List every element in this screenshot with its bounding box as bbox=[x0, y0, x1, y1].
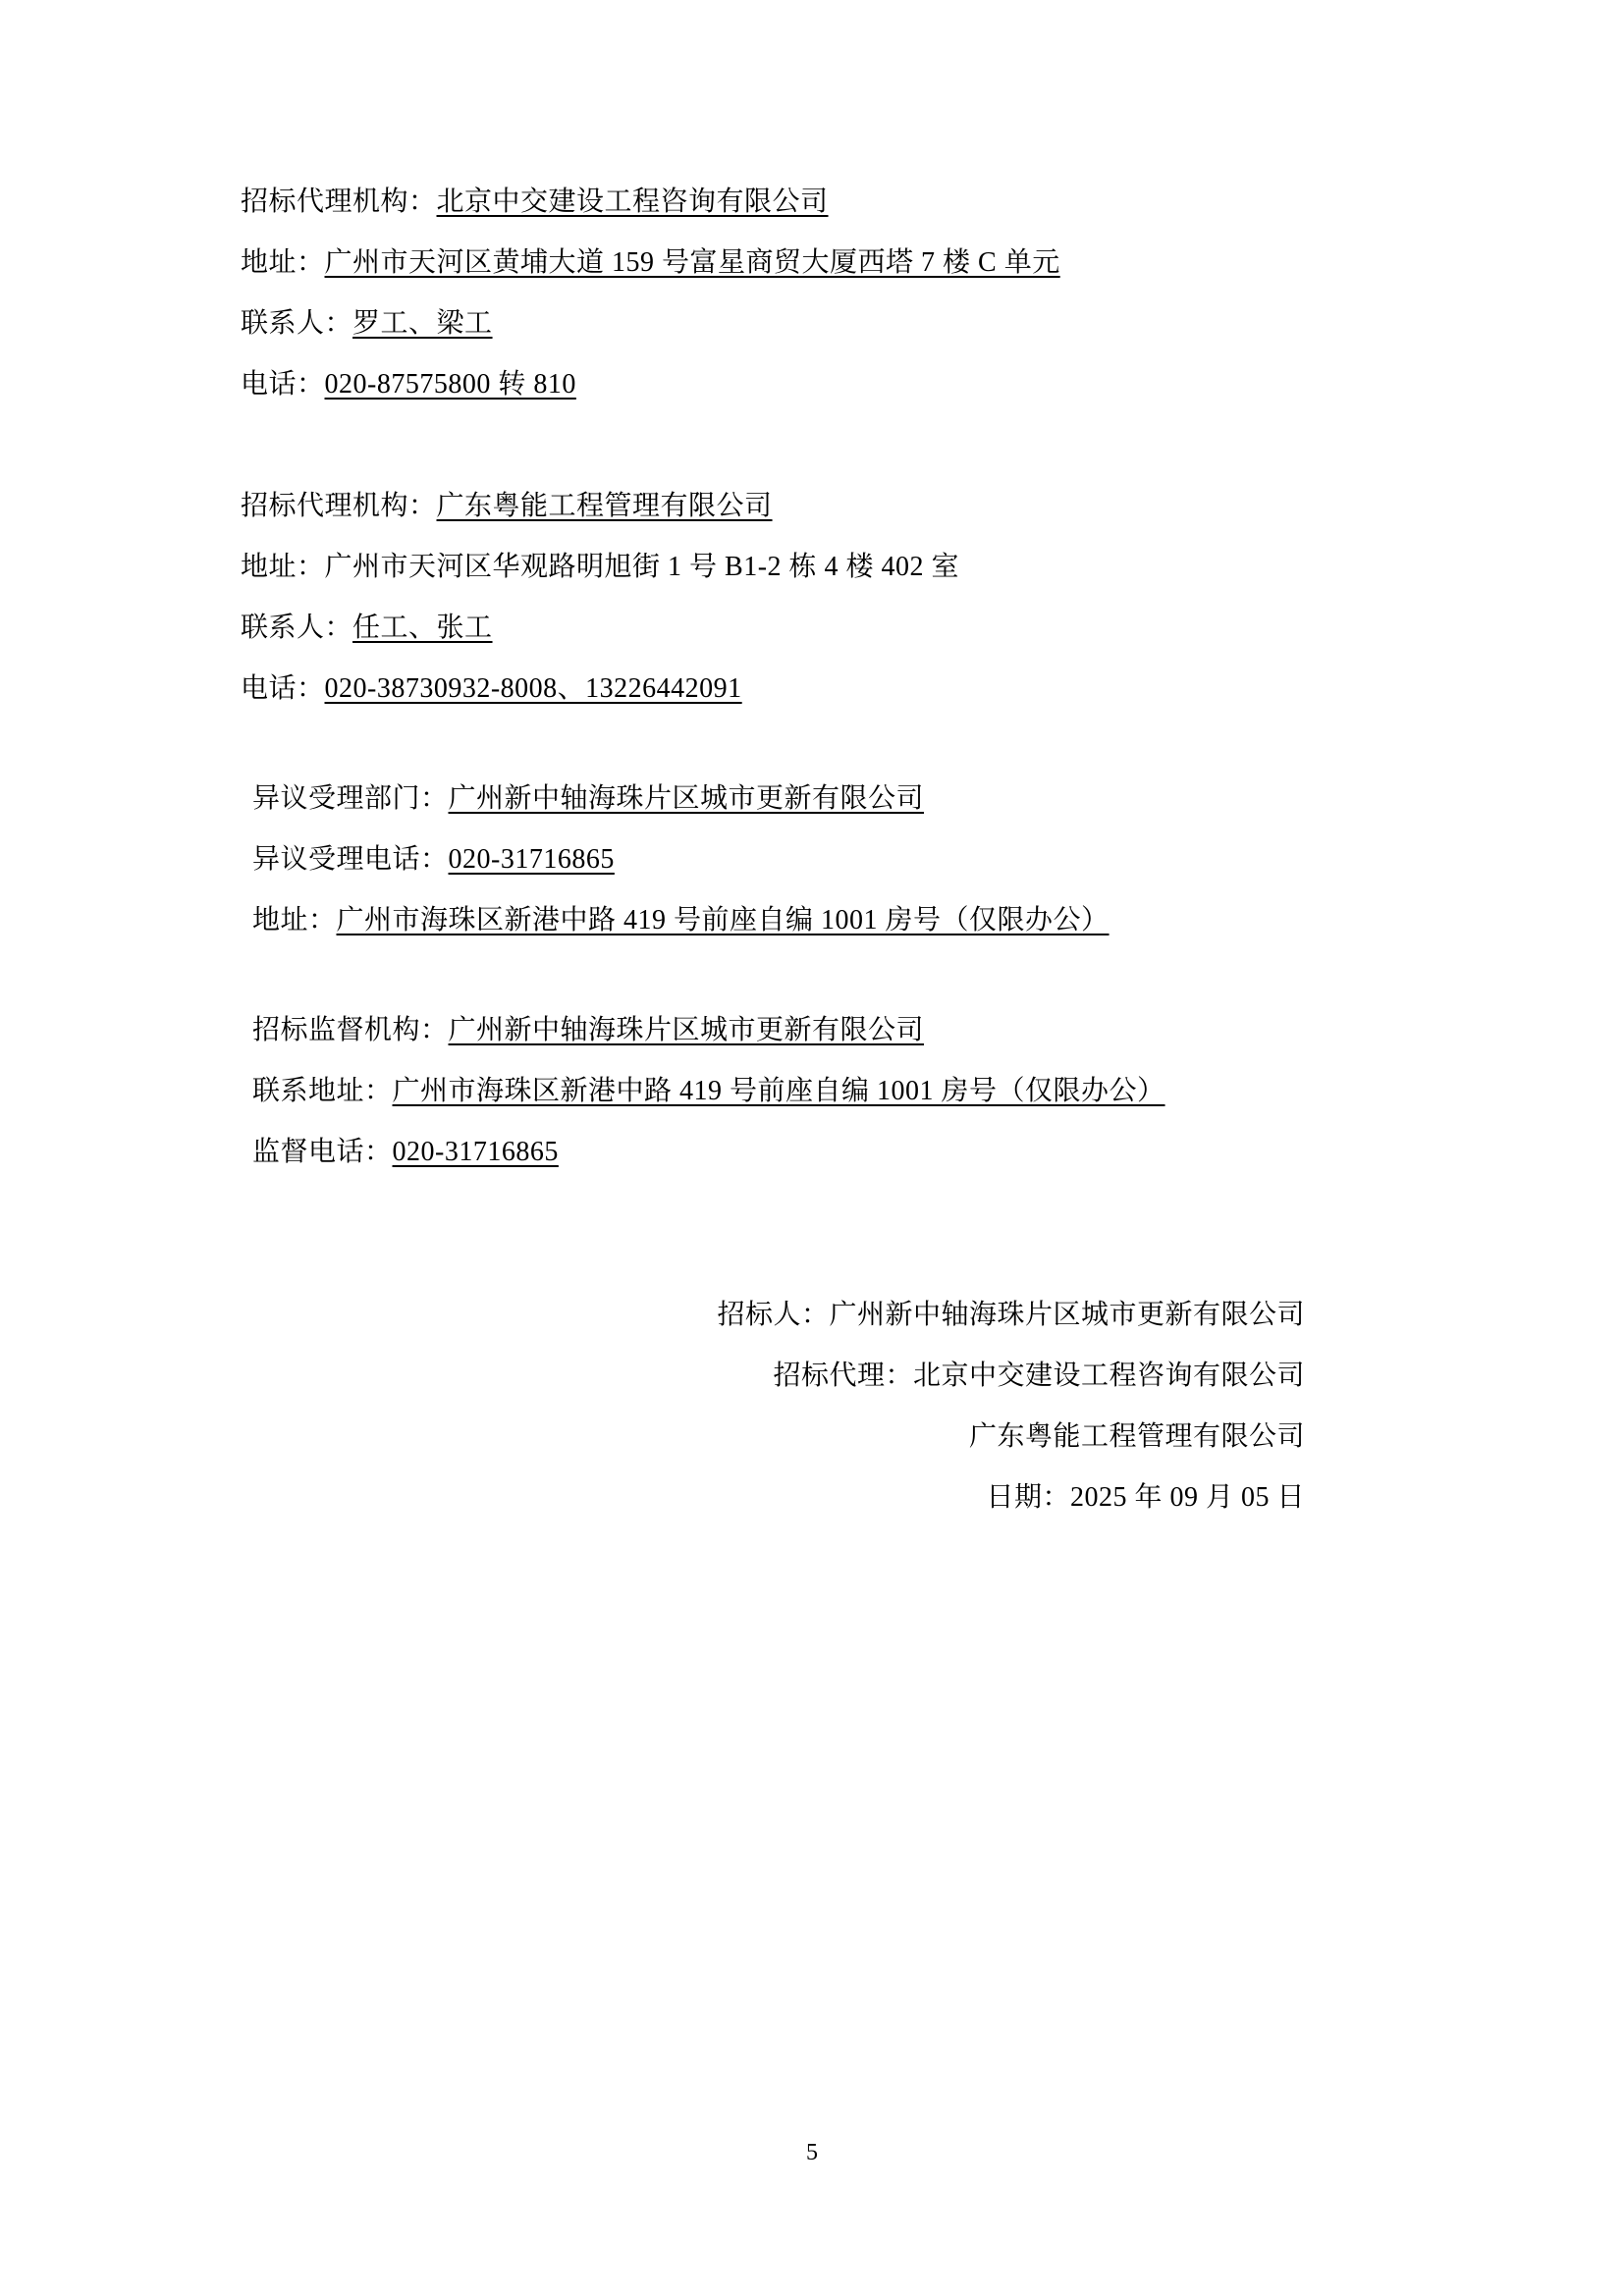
signature-line-date: 日期：2025 年 09 月 05 日 bbox=[986, 1482, 1305, 1513]
section-agency-1 bbox=[241, 172, 1428, 415]
signature-line-tenderer: 招标人：广州新中轴海珠片区城市更新有限公司 bbox=[717, 1300, 1305, 1330]
page-number: 5 bbox=[806, 2140, 818, 2165]
line-value: 020-38730932-8008、13226442091 bbox=[324, 673, 742, 704]
line-label: 招标监督机构： bbox=[252, 1015, 449, 1045]
line-label: 地址： bbox=[241, 247, 325, 278]
line-label: 联系人： bbox=[241, 308, 353, 339]
line-value: 广州市海珠区新港中路 419 号前座自编 1001 房号（仅限办公） bbox=[392, 1076, 1165, 1106]
contact-line bbox=[241, 354, 1428, 415]
line-label: 电话： bbox=[241, 673, 325, 704]
line-label: 异议受理部门： bbox=[252, 783, 449, 814]
section-agency-2 bbox=[241, 476, 1428, 720]
contact-line bbox=[241, 172, 1428, 233]
line-value: 广州新中轴海珠片区城市更新有限公司 bbox=[448, 783, 925, 814]
contact-line bbox=[241, 537, 1428, 598]
line-value: 广州市天河区黄埔大道 159 号富星商贸大厦西塔 7 楼 C 单元 bbox=[324, 247, 1060, 278]
line-value: 广州新中轴海珠片区城市更新有限公司 bbox=[448, 1015, 925, 1045]
line-label: 联系人： bbox=[241, 613, 353, 643]
contact-line bbox=[241, 294, 1428, 354]
section-spacer bbox=[241, 720, 1428, 769]
contact-line bbox=[241, 476, 1428, 537]
section-spacer bbox=[241, 951, 1428, 1000]
contact-line bbox=[252, 1000, 1428, 1061]
line-value: 020-87575800 转 810 bbox=[324, 369, 576, 400]
contact-line bbox=[241, 598, 1428, 659]
contact-line bbox=[252, 829, 1428, 890]
contact-line bbox=[252, 1122, 1428, 1183]
line-value: 广州市海珠区新港中路 419 号前座自编 1001 房号（仅限办公） bbox=[336, 905, 1110, 935]
contact-line bbox=[241, 659, 1428, 720]
line-label: 招标代理机构： bbox=[241, 187, 437, 217]
contact-line bbox=[241, 233, 1428, 294]
section-spacer bbox=[241, 415, 1428, 476]
signature-block bbox=[241, 1285, 1428, 1528]
contact-line bbox=[252, 769, 1428, 829]
line-label: 异议受理电话： bbox=[252, 844, 449, 875]
line-value: 北京中交建设工程咨询有限公司 bbox=[436, 187, 829, 217]
line-value: 020-31716865 bbox=[392, 1137, 559, 1167]
line-value: 广州市天河区华观路明旭街 1 号 B1-2 栋 4 楼 402 室 bbox=[324, 552, 960, 582]
line-value: 任工、张工 bbox=[352, 613, 493, 643]
contact-line bbox=[252, 1061, 1428, 1122]
line-label: 招标代理机构： bbox=[241, 491, 437, 521]
line-label: 电话： bbox=[241, 369, 325, 400]
line-label: 地址： bbox=[252, 905, 337, 935]
signature-line-agent-1: 招标代理：北京中交建设工程咨询有限公司 bbox=[773, 1361, 1305, 1391]
section-supervision bbox=[241, 1000, 1428, 1183]
signature-line-agent-2: 广东粤能工程管理有限公司 bbox=[968, 1421, 1305, 1452]
contact-line bbox=[252, 890, 1428, 951]
section-objection-department bbox=[241, 769, 1428, 951]
line-value: 020-31716865 bbox=[448, 844, 615, 875]
line-label: 地址： bbox=[241, 552, 325, 582]
line-label: 联系地址： bbox=[252, 1076, 393, 1106]
line-value: 广东粤能工程管理有限公司 bbox=[436, 491, 773, 521]
line-value: 罗工、梁工 bbox=[352, 308, 493, 339]
line-label: 监督电话： bbox=[252, 1137, 393, 1167]
